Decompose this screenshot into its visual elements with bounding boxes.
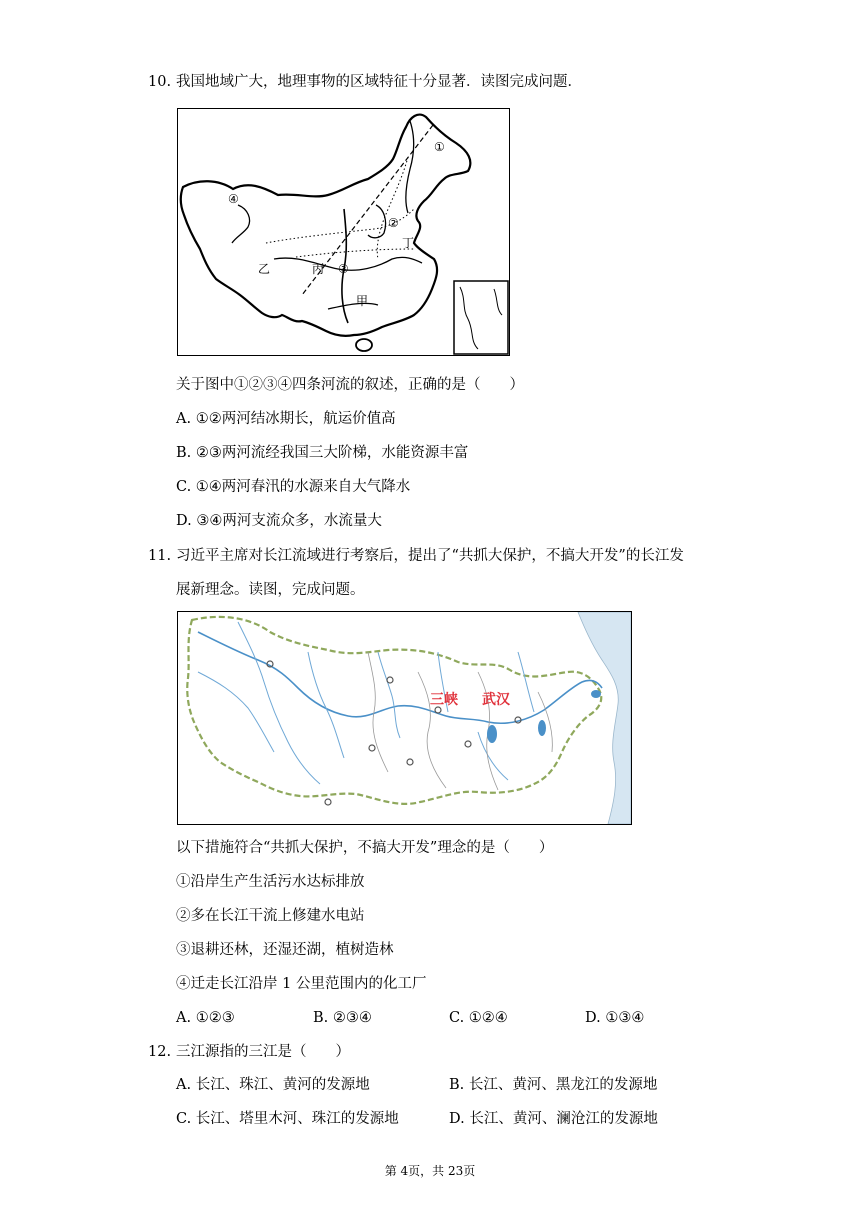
river-jia xyxy=(328,303,378,309)
option-c: C. 长江、塔里木河、珠江的发源地 xyxy=(176,1111,399,1127)
question-stem-line2: 展新理念。读图，完成问题。 xyxy=(176,582,365,598)
question-stem: 三江源指的三江是（ ） xyxy=(176,1044,350,1060)
tributary xyxy=(198,672,274,752)
lake xyxy=(591,690,601,698)
option-b: B. ②③两河流经我国三大阶梯，水能资源丰富 xyxy=(176,445,469,461)
station-marker xyxy=(465,741,471,747)
station-marker xyxy=(387,677,393,683)
label-bing: 丙 xyxy=(312,262,325,276)
yangtze-map-figure xyxy=(177,611,632,825)
option-d: D. ③④两河支流众多，水流量大 xyxy=(176,513,382,529)
station-marker xyxy=(325,799,331,805)
station-marker xyxy=(407,759,413,765)
option-c: C. ①②④ xyxy=(449,1010,508,1026)
option-d: D. ①③④ xyxy=(585,1010,645,1026)
label-r4: ④ xyxy=(228,192,239,206)
question-number: 12. xyxy=(148,1044,172,1060)
label-r2: ② xyxy=(388,216,399,230)
option-a: A. 长江、珠江、黄河的发源地 xyxy=(176,1077,370,1093)
china-map xyxy=(178,109,509,355)
question-number: 11. xyxy=(148,548,172,564)
tributary xyxy=(308,652,344,758)
label-r3: ③ xyxy=(338,262,349,276)
label-wuhan: 武汉 xyxy=(482,692,510,708)
label-sanxia: 三峡 xyxy=(430,692,458,708)
statement-item: ①沿岸生产生活污水达标排放 xyxy=(176,874,365,890)
china-map-figure xyxy=(177,108,510,356)
lake xyxy=(487,725,497,743)
river-4 xyxy=(232,205,250,243)
option-b: B. 长江、黄河、黑龙江的发源地 xyxy=(449,1077,658,1093)
question-text: 以下措施符合“共抓大保护，不搞大开发”理念的是（ ） xyxy=(176,840,554,856)
question-stem: 我国地域广大，地理事物的区域特征十分显著．读图完成问题． xyxy=(176,74,582,90)
option-a: A. ①②两河结冰期长，航运价值高 xyxy=(176,411,396,427)
river-1 xyxy=(406,121,414,213)
label-ding: 丁 xyxy=(402,236,415,250)
statement-item: ③退耕还林，还湿还湖，植树造林 xyxy=(176,942,394,958)
hainan-island xyxy=(356,339,372,351)
statement-item: ④迁走长江沿岸 1 公里范围内的化工厂 xyxy=(176,976,427,992)
label-yi: 乙 xyxy=(258,262,271,276)
label-r1: ① xyxy=(434,140,445,154)
lake xyxy=(538,720,546,736)
option-c: C. ①④两河春汛的水源来自大气降水 xyxy=(176,479,411,495)
option-b: B. ②③④ xyxy=(313,1010,372,1026)
tributary xyxy=(518,652,534,712)
label-jia: 甲 xyxy=(356,294,369,308)
china-border xyxy=(181,115,470,336)
station-marker xyxy=(369,745,375,751)
question-text: 关于图中①②③④四条河流的叙述，正确的是（ ） xyxy=(176,377,524,393)
question-number: 10. xyxy=(148,74,172,90)
tributary xyxy=(378,652,400,738)
option-a: A. ①②③ xyxy=(176,1010,235,1026)
question-stem-line1: 习近平主席对长江流域进行考察后，提出了“共抓大保护，不搞大开发”的长江发 xyxy=(176,548,684,564)
statement-item: ②多在长江干流上修建水电站 xyxy=(176,908,365,924)
yangtze-main-river xyxy=(198,632,602,723)
province-line xyxy=(418,672,446,788)
dotted-boundary xyxy=(296,249,414,257)
option-d: D. 长江、黄河、澜沧江的发源地 xyxy=(449,1111,658,1127)
page-footer: 第 4页，共 23页 xyxy=(384,1164,476,1178)
yangtze-map xyxy=(178,612,631,824)
